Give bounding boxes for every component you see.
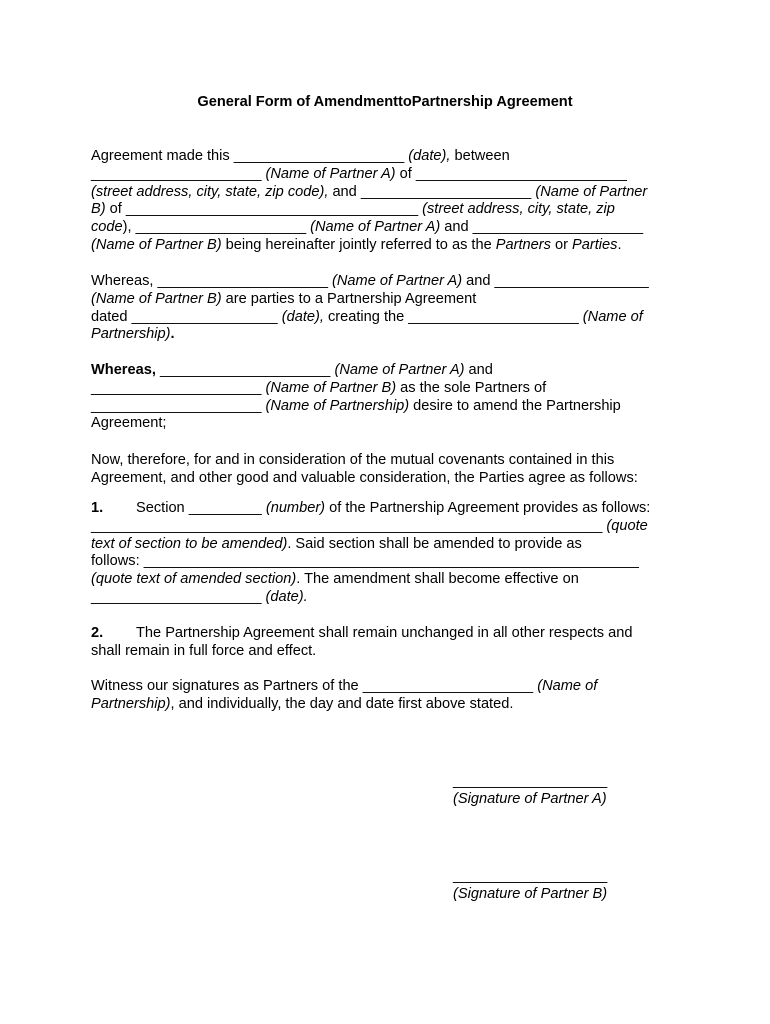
agreement-intro-paragraph: Agreement made this _____________________ (date), between _____________________ (Name of Partner A) of __________________________ (street address, city, state, zip code), and _____________________ (Name of Partner B) of ____________________________________ (street address, city, state, zip code), _____________________ (Name of Partner A) and _____________________ (Name of Partner B) being hereinafter jointly referred to as the Partners or Parties.: [91, 148, 648, 253]
signature-label-a: (Signature of Partner A): [453, 790, 607, 807]
signature-line-b: ___________________: [453, 868, 608, 884]
document-title: General Form of AmendmenttoPartnership Agreement: [197, 94, 573, 110]
consideration-paragraph: Now, therefore, for and in consideration of the mutual covenants contained in this Agreement, and other good and valuable consideration, the Parties agree as follows:: [91, 452, 638, 486]
section-1-number: 1.: [91, 500, 104, 516]
signature-block-partner-a: [453, 773, 607, 809]
section-2-paragraph: 2. The Partnership Agreement shall remain unchanged in all other respects and shall remain in full force and effect.: [91, 625, 633, 659]
signature-block-partner-b: [453, 868, 607, 904]
witness-paragraph: Witness our signatures as Partners of the _____________________ (Name of Partnership), and individually, the day and date first above stated.: [91, 678, 598, 712]
section-1-paragraph: 1. Section _________ (number) of the Partnership Agreement provides as follows: _______________________________________________________________ (quote text of section to be amended). Said section shall be amended to provide as follows: _____________________________________________________________ (quote text of amended section). The amendment shall become effective on _____________________ (date).: [91, 500, 651, 605]
signature-label-b: (Signature of Partner B): [453, 885, 608, 902]
whereas-paragraph-2: Whereas, _____________________ (Name of Partner A) and _____________________ (Name of Partner B) as the sole Partners of _____________________ (Name of Partnership) desire to amend the Partnership Agreement;: [91, 362, 621, 432]
signature-line-a: ___________________: [453, 773, 608, 789]
section-2-number: 2.: [91, 625, 104, 641]
whereas-paragraph-1: Whereas, _____________________ (Name of Partner A) and ___________________ (Name of Partner B) are parties to a Partnership Agreement dated __________________ (date), creating the _____________________ (Name of Partnership).: [91, 273, 649, 343]
